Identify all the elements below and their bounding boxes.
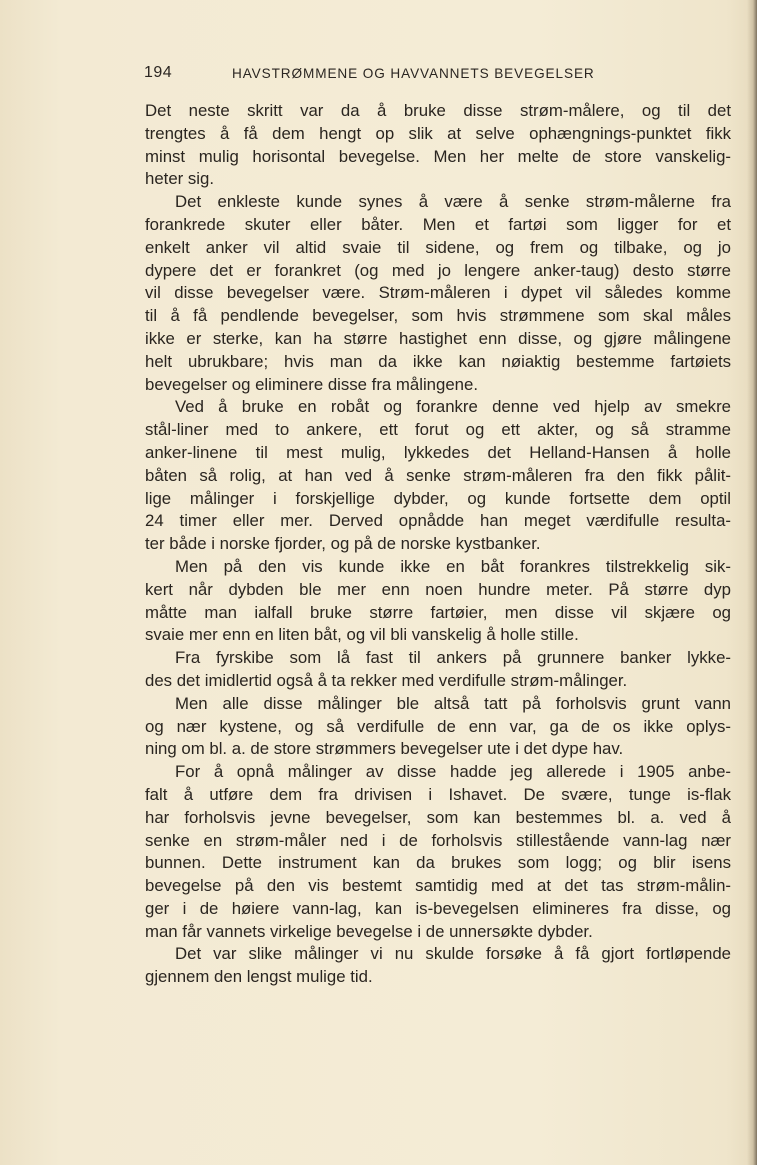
text-line: bevegelser og eliminere disse fra målingene.	[145, 374, 479, 394]
text-line: Men på den vis kunde ikke en båt forankres tilstrekkelig sik-	[175, 556, 731, 576]
running-head: HAVSTRØMMENE OG HAVVANNETS BEVEGELSER	[232, 66, 595, 81]
page-edge-shadow	[747, 0, 757, 1165]
text-line: har forholsvis jevne bevegelser, som kan bestemmes bl. a. ved å	[145, 807, 731, 827]
body-text	[145, 100, 731, 989]
text-line: bunnen. Dette instrument kan da brukes som logg; og blir isens	[145, 853, 731, 873]
page-number: 194	[144, 64, 173, 81]
text-line: Det neste skritt var da å bruke disse strøm-målere, og til det	[145, 101, 731, 120]
text-line: kert når dybden ble mer enn noen hundre meter. På større dyp	[145, 579, 731, 599]
text-line: Fra fyrskibe som lå fast til ankers på grunnere banker lykke-	[175, 648, 731, 668]
text-line: gjennem den lengst mulige tid.	[145, 967, 373, 987]
text-line: og nær kystene, og så verdifulle de enn var, ga de os ikke oplys-	[145, 716, 731, 736]
text-line: For å opnå målinger av disse hadde jeg allerede i 1905 anbe-	[175, 762, 731, 782]
text-line: anker-linene til mest mulig, lykkedes det Helland-Hansen å holle	[145, 442, 731, 462]
text-line: til å få pendlende bevegelser, som hvis strømmene som skal måles	[145, 306, 731, 326]
page-header	[144, 64, 644, 88]
text-line: dypere det er forankret (og med jo lengere anker-taug) desto større	[145, 260, 731, 280]
text-line: ikke er sterke, kan ha større hastighet enn disse, og gjøre målingene	[145, 328, 731, 348]
text-line: Ved å bruke en robåt og forankre denne ved hjelp av smekre	[175, 397, 731, 417]
text-line: ter både i norske fjorder, og på de norske kystbanker.	[145, 534, 541, 554]
text-line: heter sig.	[145, 169, 215, 189]
text-line: helt ubrukbare; hvis man da ikke kan nøiaktig bestemme fartøiets	[145, 351, 731, 371]
text-line: båten så rolig, at han ved å senke strøm-måleren fra den fikk pålit-	[145, 465, 731, 485]
text-line: man får vannets virkelige bevegelse i de unnersøkte dybder.	[145, 921, 593, 941]
text-line: Det enkleste kunde synes å være å senke strøm-målerne fra	[175, 192, 731, 212]
text-line: bevegelse på den vis bestemt samtidig med at det tas strøm-målin-	[145, 876, 731, 896]
text-line: enkelt anker vil altid svaie til sidene, og frem og tilbake, og jo	[145, 237, 731, 257]
text-line: senke en strøm-måler ned i de forholsvis stillestående vann-lag nær	[145, 830, 731, 850]
text-line: ning om bl. a. de store strømmers bevegelser ute i det dype hav.	[145, 739, 624, 759]
text-line: ger i de høiere vann-lag, kan is-bevegelsen elimineres fra disse, og	[145, 898, 731, 918]
text-line: minst mulig horisontal bevegelse. Men her melte de store vanskelig-	[145, 146, 731, 166]
text-line: falt å utføre dem fra drivisen i Ishavet. De svære, tunge is-flak	[145, 784, 731, 804]
text-line: 24 timer eller mer. Derved opnådde han meget værdifulle resulta-	[145, 511, 731, 531]
text-line: Det var slike målinger vi nu skulde forsøke å få gjort fortløpende	[175, 944, 731, 964]
text-line: des det imidlertid også å ta rekker med verdifulle strøm-målinger.	[145, 670, 628, 690]
text-line: forankrede skuter eller båter. Men et fartøi som ligger for et	[145, 214, 731, 234]
text-line: svaie mer enn en liten båt, og vil bli vanskelig å holle stille.	[145, 625, 579, 645]
text-line: vil disse bevegelser være. Strøm-måleren i dypet vil således komme	[145, 283, 731, 303]
text-line: måtte man ialfall bruke større fartøier, men disse vil skjære og	[145, 602, 731, 622]
text-line: trengtes å få dem hengt op slik at selve ophængnings-punktet fikk	[145, 123, 731, 143]
text-line: stål-liner med to ankere, ett forut og ett akter, og så stramme	[145, 420, 731, 440]
text-line: lige målinger i forskjellige dybder, og kunde fortsette dem optil	[145, 488, 731, 508]
text-line: Men alle disse målinger ble altså tatt på forholsvis grunt vann	[175, 693, 731, 713]
